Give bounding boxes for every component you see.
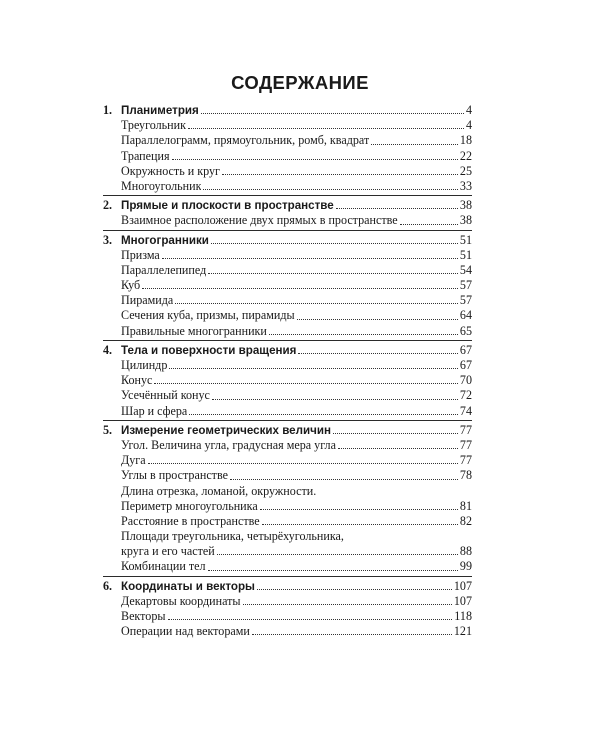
page-number: 77: [459, 437, 472, 452]
entry-title: Векторы: [121, 609, 166, 623]
section-title: Координаты и векторы: [121, 579, 255, 593]
page-number: 4: [465, 118, 472, 133]
dot-leader: [243, 603, 452, 605]
page-title: СОДЕРЖАНИЕ: [231, 72, 369, 93]
section-title: Измерение геометрических величин: [121, 423, 331, 437]
dot-leader: [203, 188, 457, 190]
toc-entry[interactable]: [103, 514, 472, 529]
page-number: 25: [459, 163, 472, 178]
toc-entry[interactable]: [103, 609, 472, 624]
entry-title: Призма: [121, 247, 160, 262]
page-number: 38: [459, 213, 472, 228]
toc-entry[interactable]: [103, 373, 472, 388]
page-number: 4: [465, 103, 472, 117]
toc-entry[interactable]: [103, 453, 472, 468]
entry-title: Трапеция: [121, 148, 170, 163]
dot-leader: [297, 318, 458, 320]
entry-title: Конус: [121, 373, 153, 388]
toc-entry[interactable]: [103, 293, 472, 308]
toc-section-heading[interactable]: [103, 233, 472, 248]
page-number: 81: [459, 498, 472, 513]
entry-title: Углы в пространстве: [121, 468, 228, 483]
page-number: 57: [459, 293, 472, 308]
dot-leader: [371, 143, 458, 145]
toc-entry[interactable]: [103, 594, 472, 609]
toc-entry[interactable]: [103, 624, 472, 639]
dot-leader: [211, 242, 458, 244]
page-number: 78: [459, 468, 472, 483]
entry-title: Усечённый конус: [121, 388, 210, 403]
page-number: 70: [459, 373, 472, 388]
section-number: 5.: [103, 422, 113, 437]
section-number: 4.: [103, 342, 113, 357]
dot-leader: [338, 447, 458, 449]
toc-entry[interactable]: [103, 213, 472, 228]
dot-leader: [298, 352, 458, 354]
dot-leader: [269, 333, 458, 335]
page-number: 121: [453, 624, 472, 639]
toc-section-heading[interactable]: [103, 103, 472, 118]
toc-entry[interactable]: [103, 149, 472, 164]
toc-entry[interactable]: [103, 484, 472, 499]
page-number: 65: [459, 323, 472, 338]
table-of-contents: [103, 103, 472, 642]
toc-section: [103, 343, 472, 421]
toc-section-heading[interactable]: [103, 423, 472, 438]
page-number: 22: [459, 148, 472, 163]
entry-title: Периметр многоугольника: [121, 498, 258, 513]
entry-title: Дуга: [121, 453, 146, 468]
entry-title: Треугольник: [121, 118, 187, 133]
toc-entry[interactable]: [103, 263, 472, 278]
toc-section: [103, 198, 472, 230]
page-number: 82: [459, 513, 472, 528]
page-number: 57: [459, 278, 472, 293]
toc-entry[interactable]: [103, 118, 472, 133]
page-number: 77: [459, 453, 472, 468]
dot-leader: [400, 223, 458, 225]
section-number: 3.: [103, 232, 113, 247]
toc-entry[interactable]: [103, 404, 472, 419]
section-title: Планиметрия: [121, 104, 199, 117]
page-number: 72: [459, 388, 472, 403]
toc-entry[interactable]: [103, 529, 472, 544]
toc-entry[interactable]: [103, 278, 472, 293]
toc-entry[interactable]: [103, 544, 472, 559]
page-number: 88: [459, 544, 472, 559]
toc-entry[interactable]: [103, 308, 472, 323]
toc-entry[interactable]: [103, 164, 472, 179]
page-number: 51: [459, 232, 472, 247]
section-number: 1.: [103, 103, 113, 117]
toc-section-heading[interactable]: [103, 579, 472, 594]
entry-title: Правильные многогранники: [121, 323, 267, 338]
toc-entry[interactable]: [103, 438, 472, 453]
section-number: 6.: [103, 578, 113, 593]
page-number: 33: [459, 178, 472, 193]
dot-leader: [208, 569, 458, 571]
toc-entry[interactable]: [103, 388, 472, 403]
toc-entry[interactable]: [103, 133, 472, 148]
dot-leader: [222, 173, 458, 175]
entry-title: Длина отрезка, ломаной, окружности.: [121, 483, 317, 498]
page-number: 107: [453, 578, 472, 593]
section-number: 2.: [103, 198, 113, 213]
entry-title: Угол. Величина угла, градусная мера угла: [121, 437, 336, 452]
dot-leader: [252, 633, 452, 635]
page-number: 64: [459, 308, 472, 323]
toc-entry[interactable]: [103, 499, 472, 514]
dot-leader: [212, 398, 458, 400]
dot-leader: [169, 367, 458, 369]
page-number: 38: [459, 198, 472, 213]
entry-title: Куб: [121, 278, 141, 293]
entry-title: Шар и сфера: [121, 403, 188, 418]
page-number: 107: [453, 593, 472, 608]
entry-title: Окружность и круг: [121, 163, 221, 178]
toc-section: [103, 103, 472, 196]
dot-leader: [188, 127, 464, 129]
dot-leader: [208, 272, 458, 274]
entry-title: круга и его частей: [121, 544, 215, 559]
entry-title: Операции над векторами: [121, 624, 250, 639]
toc-entry[interactable]: [103, 468, 472, 483]
page-number: 77: [459, 422, 472, 437]
entry-title: Площади треугольника, четырёхугольника,: [121, 529, 344, 544]
page-number: 67: [459, 342, 472, 357]
dot-leader: [142, 287, 458, 289]
dot-leader: [154, 382, 458, 384]
page-number: 118: [454, 609, 472, 623]
page-number: 18: [459, 133, 472, 148]
toc-section: [103, 233, 472, 341]
entry-title: Пирамида: [121, 293, 174, 308]
dot-leader: [172, 158, 458, 160]
dot-leader: [189, 413, 458, 415]
toc-entry[interactable]: [103, 559, 472, 574]
dot-leader: [162, 257, 458, 259]
dot-leader: [333, 432, 458, 434]
entry-title: Параллелепипед: [121, 262, 207, 277]
dot-leader: [201, 112, 464, 114]
toc-entry[interactable]: [103, 358, 472, 373]
entry-title: Параллелограмм, прямоугольник, ромб, квадрат: [121, 133, 370, 148]
page-number: 74: [459, 403, 472, 418]
entry-title: Взаимное расположение двух прямых в пространстве: [121, 213, 398, 228]
toc-section-heading[interactable]: [103, 343, 472, 358]
dot-leader: [217, 553, 458, 555]
toc-section: [103, 423, 472, 577]
toc-entry[interactable]: [103, 179, 472, 194]
page-number: 67: [459, 358, 472, 372]
dot-leader: [260, 508, 458, 510]
entry-title: Цилиндр: [121, 358, 168, 372]
section-title: Тела и поверхности вращения: [121, 343, 297, 357]
section-title: Многогранники: [121, 233, 209, 247]
page-number: 54: [459, 262, 472, 277]
page-number: 51: [459, 247, 472, 262]
entry-title: Расстояние в пространстве: [121, 513, 260, 528]
dot-leader: [336, 207, 458, 209]
dot-leader: [168, 618, 453, 620]
dot-leader: [262, 523, 458, 525]
toc-entry[interactable]: [103, 324, 472, 339]
entry-title: Сечения куба, призмы, пирамиды: [121, 308, 295, 323]
dot-leader: [148, 462, 458, 464]
entry-title: Многоугольник: [121, 178, 202, 193]
entry-title: Комбинации тел: [121, 559, 206, 574]
toc-entry[interactable]: [103, 248, 472, 263]
entry-title: Декартовы координаты: [121, 593, 241, 608]
dot-leader: [175, 302, 458, 304]
section-title: Прямые и плоскости в пространстве: [121, 199, 334, 213]
toc-section: [103, 579, 472, 641]
page-number: 99: [459, 559, 472, 574]
dot-leader: [230, 478, 458, 480]
toc-section-heading[interactable]: [103, 198, 472, 213]
dot-leader: [257, 588, 452, 590]
